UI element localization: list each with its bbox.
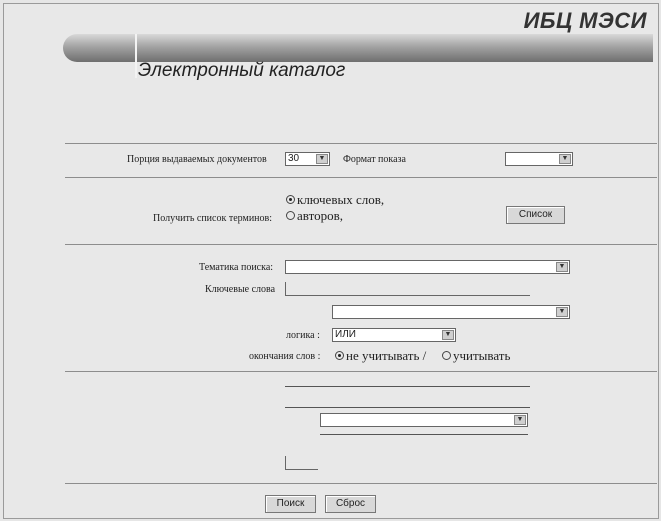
divider bbox=[65, 483, 657, 484]
radio-icon[interactable] bbox=[442, 351, 451, 360]
portion-label: Порция выдаваемых документов bbox=[127, 154, 267, 165]
chevron-down-icon[interactable]: ▼ bbox=[556, 307, 568, 317]
keywords-label: Ключевые слова bbox=[205, 284, 276, 295]
brand-title: ИБЦ МЭСИ bbox=[523, 8, 647, 33]
field-underline[interactable] bbox=[320, 434, 528, 435]
list-button[interactable]: Список bbox=[506, 206, 565, 224]
portion-select[interactable] bbox=[285, 152, 330, 166]
logic-select[interactable] bbox=[332, 328, 456, 342]
terms-option-keywords[interactable] bbox=[286, 192, 384, 208]
header-banner bbox=[63, 34, 653, 62]
endings-option-ignore[interactable] bbox=[335, 348, 426, 364]
field-underline[interactable] bbox=[285, 407, 530, 408]
endings-option-ignore-label: не учитывать / bbox=[346, 348, 427, 363]
banner-divider bbox=[135, 34, 137, 78]
radio-selected-icon[interactable] bbox=[335, 351, 344, 360]
terms-label: Получить список терминов: bbox=[153, 213, 273, 224]
search-button[interactable]: Поиск bbox=[265, 495, 316, 513]
chevron-down-icon[interactable]: ▼ bbox=[514, 415, 526, 425]
chevron-down-icon[interactable]: ▼ bbox=[316, 154, 328, 164]
endings-label: окончания слов : bbox=[249, 351, 321, 362]
endings-option-consider-label: учитывать bbox=[453, 348, 511, 363]
format-select[interactable] bbox=[505, 152, 573, 166]
chevron-down-icon[interactable]: ▼ bbox=[559, 154, 571, 164]
endings-option-consider[interactable] bbox=[442, 348, 510, 364]
page-title: Электронный каталог bbox=[138, 60, 346, 81]
keywords-input[interactable] bbox=[285, 282, 530, 296]
field-underline[interactable] bbox=[285, 386, 530, 387]
logic-select-value: ИЛИ bbox=[335, 329, 356, 340]
terms-option-authors-label: авторов, bbox=[297, 208, 343, 223]
logic-label: логика : bbox=[286, 330, 320, 341]
divider bbox=[65, 371, 657, 372]
divider bbox=[65, 244, 657, 245]
extra-select[interactable] bbox=[332, 305, 570, 319]
format-label: Формат показа bbox=[343, 154, 406, 165]
radio-icon[interactable] bbox=[286, 211, 295, 220]
reset-button[interactable]: Сброс bbox=[325, 495, 376, 513]
chevron-down-icon[interactable]: ▼ bbox=[442, 330, 454, 340]
divider bbox=[65, 177, 657, 178]
radio-selected-icon[interactable] bbox=[286, 195, 295, 204]
terms-option-authors[interactable] bbox=[286, 208, 343, 224]
portion-select-value: 30 bbox=[288, 153, 300, 164]
divider bbox=[65, 143, 657, 144]
topic-select[interactable] bbox=[285, 260, 570, 274]
terms-option-keywords-label: ключевых слов, bbox=[297, 192, 385, 207]
topic-label: Тематика поиска: bbox=[199, 262, 274, 273]
lower-select[interactable] bbox=[320, 413, 528, 427]
small-input[interactable] bbox=[285, 456, 318, 470]
chevron-down-icon[interactable]: ▼ bbox=[556, 262, 568, 272]
